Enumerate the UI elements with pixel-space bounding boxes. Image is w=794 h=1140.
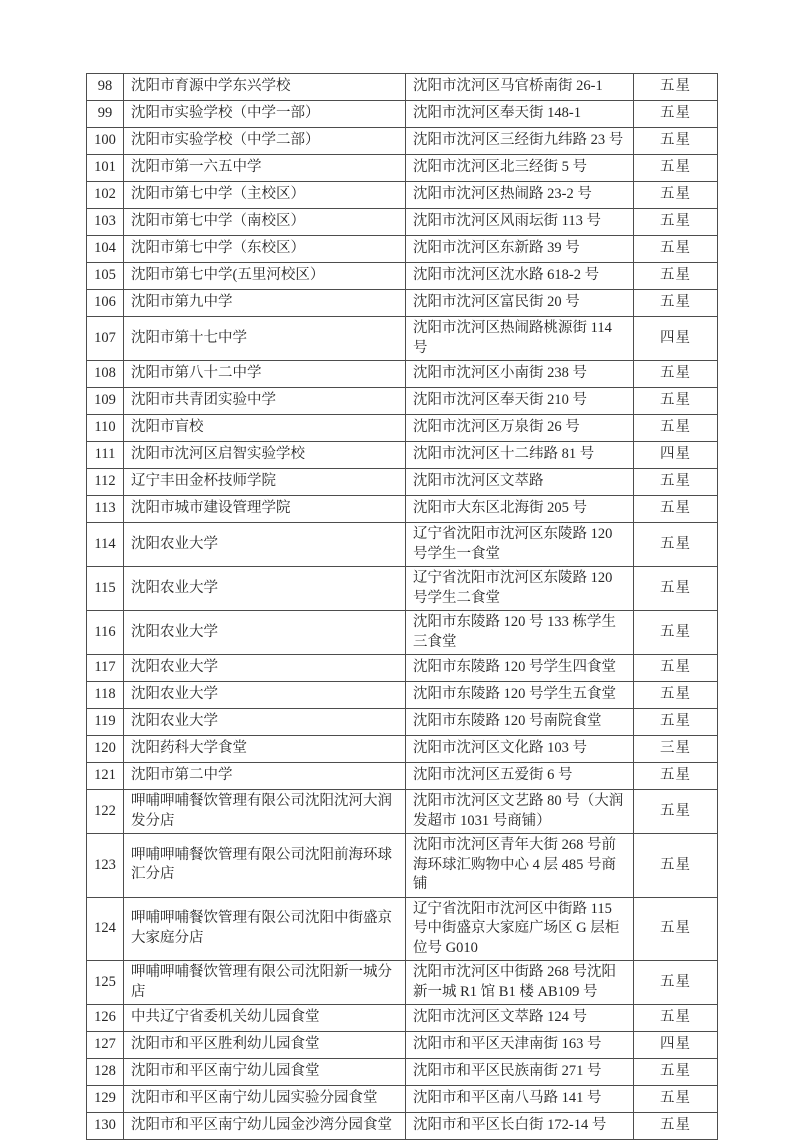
- table-row: [87, 101, 718, 128]
- table-row: [87, 709, 718, 736]
- star-rating-cell: 五星: [634, 834, 718, 898]
- row-number-cell: 125: [87, 961, 124, 1005]
- row-number-cell: 111: [87, 442, 124, 469]
- star-rating-cell: 三星: [634, 736, 718, 763]
- table-row: [87, 834, 718, 898]
- facility-address-cell: 辽宁省沈阳市沈河区东陵路 120 号学生一食堂: [406, 523, 634, 567]
- table-row: [87, 897, 718, 961]
- facility-rating-table: [86, 73, 718, 1140]
- facility-address-cell: 沈阳市沈河区小南街 238 号: [406, 361, 634, 388]
- star-rating-cell: 四星: [634, 317, 718, 361]
- facility-name-cell: 沈阳农业大学: [124, 523, 406, 567]
- table-row: [87, 442, 718, 469]
- facility-name-cell: 沈阳市育源中学东兴学校: [124, 74, 406, 101]
- row-number-cell: 106: [87, 290, 124, 317]
- facility-name-cell: 沈阳市实验学校（中学一部）: [124, 101, 406, 128]
- facility-name-cell: 沈阳农业大学: [124, 655, 406, 682]
- row-number-cell: 110: [87, 415, 124, 442]
- row-number-cell: 126: [87, 1005, 124, 1032]
- table-row: [87, 523, 718, 567]
- facility-address-cell: 沈阳市大东区北海街 205 号: [406, 496, 634, 523]
- facility-name-cell: 呷哺呷哺餐饮管理有限公司沈阳前海环球汇分店: [124, 834, 406, 898]
- row-number-cell: 123: [87, 834, 124, 898]
- row-number-cell: 119: [87, 709, 124, 736]
- table-row: [87, 496, 718, 523]
- facility-name-cell: 沈阳农业大学: [124, 682, 406, 709]
- row-number-cell: 105: [87, 263, 124, 290]
- table-row: [87, 655, 718, 682]
- table-row: [87, 682, 718, 709]
- star-rating-cell: 五星: [634, 209, 718, 236]
- facility-address-cell: 沈阳市沈河区十二纬路 81 号: [406, 442, 634, 469]
- facility-address-cell: 沈阳市沈河区沈水路 618-2 号: [406, 263, 634, 290]
- facility-name-cell: 沈阳市和平区南宁幼儿园金沙湾分园食堂: [124, 1113, 406, 1140]
- facility-address-cell: 沈阳市沈河区东新路 39 号: [406, 236, 634, 263]
- row-number-cell: 120: [87, 736, 124, 763]
- table-row: [87, 361, 718, 388]
- facility-address-cell: 沈阳市沈河区富民街 20 号: [406, 290, 634, 317]
- facility-name-cell: 呷哺呷哺餐饮管理有限公司沈阳中街盛京大家庭分店: [124, 897, 406, 961]
- facility-address-cell: 沈阳市沈河区文化路 103 号: [406, 736, 634, 763]
- table-row: [87, 1113, 718, 1140]
- facility-name-cell: 沈阳市共青团实验中学: [124, 388, 406, 415]
- facility-table-body: [87, 74, 718, 1140]
- row-number-cell: 100: [87, 128, 124, 155]
- table-row: [87, 290, 718, 317]
- star-rating-cell: 五星: [634, 897, 718, 961]
- row-number-cell: 112: [87, 469, 124, 496]
- facility-name-cell: 沈阳农业大学: [124, 709, 406, 736]
- star-rating-cell: 四星: [634, 442, 718, 469]
- facility-name-cell: 辽宁丰田金杯技师学院: [124, 469, 406, 496]
- facility-address-cell: 沈阳市沈河区马官桥南街 26-1: [406, 74, 634, 101]
- facility-address-cell: 沈阳市沈河区风雨坛街 113 号: [406, 209, 634, 236]
- table-row: [87, 611, 718, 655]
- table-row: [87, 388, 718, 415]
- facility-name-cell: 沈阳市第二中学: [124, 763, 406, 790]
- facility-address-cell: 沈阳市沈河区万泉街 26 号: [406, 415, 634, 442]
- facility-name-cell: 呷哺呷哺餐饮管理有限公司沈阳沈河大润发分店: [124, 790, 406, 834]
- row-number-cell: 121: [87, 763, 124, 790]
- row-number-cell: 122: [87, 790, 124, 834]
- row-number-cell: 128: [87, 1059, 124, 1086]
- table-row: [87, 567, 718, 611]
- facility-address-cell: 沈阳市沈河区北三经街 5 号: [406, 155, 634, 182]
- star-rating-cell: 五星: [634, 655, 718, 682]
- facility-name-cell: 沈阳市第一六五中学: [124, 155, 406, 182]
- table-row: [87, 209, 718, 236]
- facility-name-cell: 呷哺呷哺餐饮管理有限公司沈阳新一城分店: [124, 961, 406, 1005]
- star-rating-cell: 五星: [634, 155, 718, 182]
- facility-address-cell: 沈阳市沈河区文萃路 124 号: [406, 1005, 634, 1032]
- star-rating-cell: 五星: [634, 567, 718, 611]
- row-number-cell: 114: [87, 523, 124, 567]
- row-number-cell: 113: [87, 496, 124, 523]
- star-rating-cell: 五星: [634, 361, 718, 388]
- star-rating-cell: 五星: [634, 961, 718, 1005]
- facility-address-cell: 沈阳市沈河区三经街九纬路 23 号: [406, 128, 634, 155]
- table-row: [87, 182, 718, 209]
- facility-address-cell: 沈阳市沈河区文艺路 80 号（大润发超市 1031 号商铺）: [406, 790, 634, 834]
- row-number-cell: 103: [87, 209, 124, 236]
- table-row: [87, 763, 718, 790]
- facility-address-cell: 辽宁省沈阳市沈河区中街路 115 号中街盛京大家庭广场区 G 层柜位号 G010: [406, 897, 634, 961]
- star-rating-cell: 五星: [634, 290, 718, 317]
- star-rating-cell: 五星: [634, 263, 718, 290]
- facility-name-cell: 沈阳市第九中学: [124, 290, 406, 317]
- facility-name-cell: 沈阳市第七中学（东校区）: [124, 236, 406, 263]
- row-number-cell: 99: [87, 101, 124, 128]
- star-rating-cell: 五星: [634, 74, 718, 101]
- star-rating-cell: 五星: [634, 1005, 718, 1032]
- row-number-cell: 98: [87, 74, 124, 101]
- facility-address-cell: 沈阳市沈河区奉天街 210 号: [406, 388, 634, 415]
- star-rating-cell: 五星: [634, 182, 718, 209]
- row-number-cell: 108: [87, 361, 124, 388]
- table-row: [87, 469, 718, 496]
- star-rating-cell: 五星: [634, 1059, 718, 1086]
- table-row: [87, 1005, 718, 1032]
- facility-name-cell: 沈阳市城市建设管理学院: [124, 496, 406, 523]
- table-row: [87, 790, 718, 834]
- facility-name-cell: 沈阳市和平区胜利幼儿园食堂: [124, 1032, 406, 1059]
- star-rating-cell: 五星: [634, 415, 718, 442]
- table-row: [87, 415, 718, 442]
- table-row: [87, 736, 718, 763]
- row-number-cell: 127: [87, 1032, 124, 1059]
- star-rating-cell: 五星: [634, 763, 718, 790]
- table-row: [87, 317, 718, 361]
- table-row: [87, 1086, 718, 1113]
- row-number-cell: 115: [87, 567, 124, 611]
- facility-address-cell: 沈阳市沈河区中街路 268 号沈阳新一城 R1 馆 B1 楼 AB109 号: [406, 961, 634, 1005]
- table-row: [87, 263, 718, 290]
- row-number-cell: 104: [87, 236, 124, 263]
- star-rating-cell: 五星: [634, 709, 718, 736]
- facility-address-cell: 沈阳市沈河区热闹路 23-2 号: [406, 182, 634, 209]
- row-number-cell: 102: [87, 182, 124, 209]
- row-number-cell: 109: [87, 388, 124, 415]
- row-number-cell: 124: [87, 897, 124, 961]
- facility-address-cell: 沈阳市东陵路 120 号 133 栋学生三食堂: [406, 611, 634, 655]
- star-rating-cell: 五星: [634, 128, 718, 155]
- star-rating-cell: 五星: [634, 236, 718, 263]
- table-row: [87, 1032, 718, 1059]
- facility-address-cell: 沈阳市东陵路 120 号学生五食堂: [406, 682, 634, 709]
- row-number-cell: 117: [87, 655, 124, 682]
- row-number-cell: 101: [87, 155, 124, 182]
- table-row: [87, 74, 718, 101]
- facility-name-cell: 沈阳市盲校: [124, 415, 406, 442]
- facility-name-cell: 沈阳市第七中学（南校区）: [124, 209, 406, 236]
- star-rating-cell: 五星: [634, 682, 718, 709]
- facility-name-cell: 沈阳市沈河区启智实验学校: [124, 442, 406, 469]
- star-rating-cell: 五星: [634, 496, 718, 523]
- star-rating-cell: 五星: [634, 1113, 718, 1140]
- star-rating-cell: 五星: [634, 388, 718, 415]
- table-row: [87, 236, 718, 263]
- star-rating-cell: 四星: [634, 1032, 718, 1059]
- row-number-cell: 129: [87, 1086, 124, 1113]
- star-rating-cell: 五星: [634, 101, 718, 128]
- star-rating-cell: 五星: [634, 469, 718, 496]
- facility-address-cell: 沈阳市和平区南八马路 141 号: [406, 1086, 634, 1113]
- facility-address-cell: 沈阳市沈河区奉天街 148-1: [406, 101, 634, 128]
- facility-name-cell: 沈阳农业大学: [124, 611, 406, 655]
- row-number-cell: 107: [87, 317, 124, 361]
- facility-address-cell: 沈阳市和平区长白街 172-14 号: [406, 1113, 634, 1140]
- facility-name-cell: 沈阳市第八十二中学: [124, 361, 406, 388]
- facility-name-cell: 沈阳药科大学食堂: [124, 736, 406, 763]
- facility-address-cell: 辽宁省沈阳市沈河区东陵路 120 号学生二食堂: [406, 567, 634, 611]
- facility-address-cell: 沈阳市和平区民族南街 271 号: [406, 1059, 634, 1086]
- facility-name-cell: 沈阳农业大学: [124, 567, 406, 611]
- facility-name-cell: 沈阳市第七中学（主校区）: [124, 182, 406, 209]
- facility-address-cell: 沈阳市沈河区热闹路桃源街 114 号: [406, 317, 634, 361]
- facility-name-cell: 沈阳市第十七中学: [124, 317, 406, 361]
- table-row: [87, 155, 718, 182]
- star-rating-cell: 五星: [634, 1086, 718, 1113]
- star-rating-cell: 五星: [634, 611, 718, 655]
- table-row: [87, 961, 718, 1005]
- row-number-cell: 118: [87, 682, 124, 709]
- facility-address-cell: 沈阳市和平区天津南街 163 号: [406, 1032, 634, 1059]
- facility-address-cell: 沈阳市东陵路 120 号学生四食堂: [406, 655, 634, 682]
- facility-name-cell: 沈阳市第七中学(五里河校区）: [124, 263, 406, 290]
- facility-address-cell: 沈阳市东陵路 120 号南院食堂: [406, 709, 634, 736]
- facility-address-cell: 沈阳市沈河区青年大街 268 号前海环球汇购物中心 4 层 485 号商铺: [406, 834, 634, 898]
- row-number-cell: 116: [87, 611, 124, 655]
- facility-address-cell: 沈阳市沈河区五爱街 6 号: [406, 763, 634, 790]
- facility-name-cell: 沈阳市实验学校（中学二部）: [124, 128, 406, 155]
- facility-name-cell: 沈阳市和平区南宁幼儿园实验分园食堂: [124, 1086, 406, 1113]
- facility-name-cell: 中共辽宁省委机关幼儿园食堂: [124, 1005, 406, 1032]
- star-rating-cell: 五星: [634, 790, 718, 834]
- star-rating-cell: 五星: [634, 523, 718, 567]
- table-row: [87, 1059, 718, 1086]
- facility-name-cell: 沈阳市和平区南宁幼儿园食堂: [124, 1059, 406, 1086]
- table-row: [87, 128, 718, 155]
- row-number-cell: 130: [87, 1113, 124, 1140]
- facility-address-cell: 沈阳市沈河区文萃路: [406, 469, 634, 496]
